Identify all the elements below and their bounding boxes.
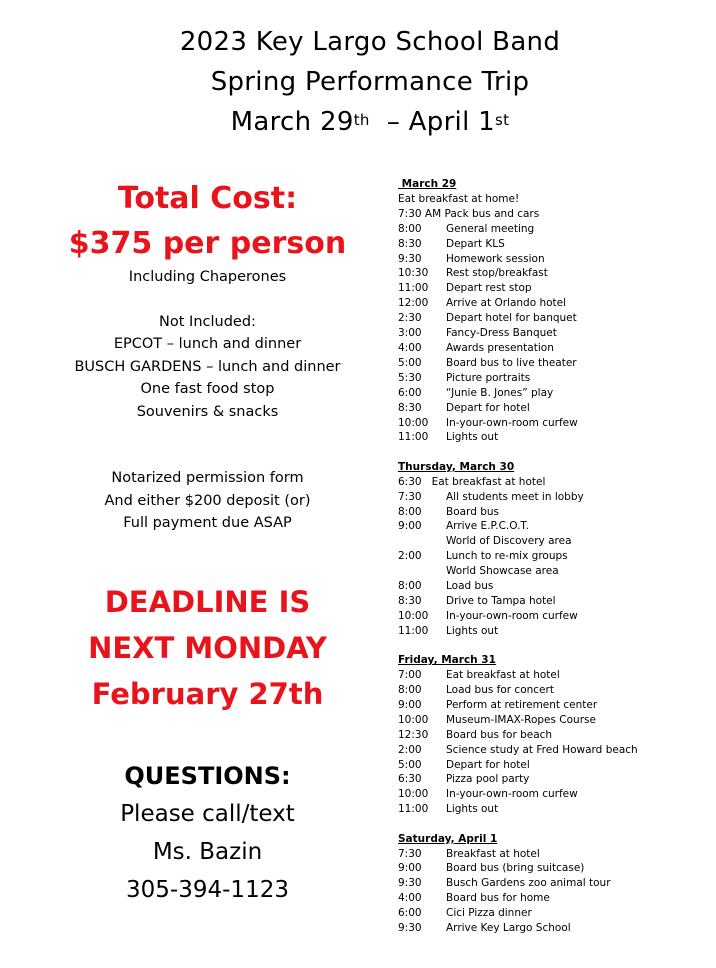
schedule-time: 5:00 [398,758,422,771]
schedule-time: 4:00 [398,341,422,354]
schedule-activity: “Junie B. Jones” play [446,386,554,399]
day-heading: Friday, March 31 [398,654,496,667]
schedule-activity: Cici Pizza dinner [446,907,532,920]
day-heading: Thursday, March 30 [398,460,515,473]
schedule-time: 8:00 [398,505,422,518]
schedule-activity: Board bus to live theater [446,356,577,369]
schedule-row [398,519,713,534]
schedule-time: 4:00 [398,892,422,905]
start-date-suffix: th [353,111,370,129]
not-included-item: EPCOT – lunch and dinner [113,336,302,352]
page-header [0,22,716,142]
schedule-time: 9:30 [398,877,422,890]
schedule-activity: Load bus for concert [446,684,554,696]
schedule-row [398,341,713,356]
header-title: 2023 Key Largo School Band [179,27,561,57]
schedule-time: 3:00 [398,327,422,340]
schedule-row [398,237,713,252]
schedule-row [398,728,713,743]
schedule-time: 6:00 [398,907,422,920]
schedule-time: 11:00 [398,624,429,637]
schedule-row [398,326,713,341]
schedule-row [398,579,713,594]
schedule-time: 8:30 [398,237,422,250]
schedule-row [398,222,713,237]
schedule-activity: Picture portraits [446,371,531,384]
contact-phone: 305-394-1123 [126,876,289,903]
schedule-time: 6:30 Eat breakfast at hotel [398,475,546,488]
schedule-row [398,787,713,802]
day-spacer [398,445,713,460]
schedule-activity: World Showcase area [446,565,559,578]
schedule-time: 11:00 [398,282,429,295]
schedule-activity: Eat breakfast at hotel [446,669,560,682]
deadline-line: February 27th [91,676,324,711]
schedule-row [398,772,713,787]
end-date: – April 1 [369,107,496,137]
schedule-row [398,624,713,639]
schedule-row [398,371,713,386]
deadline-line: DEADLINE IS [104,584,311,619]
total-cost-amount: $375 per person [68,226,347,261]
schedule-time: 7:30 AM Pack bus and cars [398,207,540,220]
day-heading: March 29 [398,178,457,190]
schedule-row [398,713,713,728]
total-cost-title: Total Cost: [117,181,298,216]
schedule-time: 7:30 [398,847,422,860]
including-note: Including Chaperones [128,269,287,285]
schedule-time [398,534,446,549]
not-included-title: Not Included: [159,313,256,330]
schedule-row [398,401,713,416]
schedule-activity: Arrive at Orlando hotel [446,297,567,310]
schedule-activity: Arrive Key Largo School [446,922,571,935]
schedule-time: 8:00 [398,580,422,593]
schedule-activity: Depart for hotel [446,401,530,414]
schedule-row [398,668,713,683]
schedule-row [398,252,713,267]
schedule-row [398,386,713,401]
schedule-time: 8:30 [398,594,422,607]
schedule-activity: In-your-own-room curfew [446,416,578,429]
schedule-activity: Board bus for beach [446,728,553,741]
schedule-row [398,698,713,713]
schedule-activity: Homework session [446,252,545,265]
schedule-activity: Busch Gardens zoo animal tour [446,877,611,890]
schedule-activity: Rest stop/breakfast [446,267,548,280]
schedule-time: 11:00 [398,431,429,444]
schedule-row [398,416,713,431]
schedule-activity: Fancy-Dress Banquet [446,327,557,340]
schedule-time: 6:30 [398,773,422,786]
schedule-row [398,475,713,490]
schedule-time: 10:00 [398,788,429,801]
deadline-line: NEXT MONDAY [88,630,327,665]
schedule-time: 7:00 [398,669,422,682]
schedule-row [398,609,713,624]
schedule-activity: Arrive E.P.C.O.T. [446,520,529,533]
schedule-time: 11:00 [398,803,429,816]
requirement-line: And either $200 deposit (or) [104,492,311,509]
not-included-item: One fast food stop [140,381,275,397]
not-included-item: BUSCH GARDENS – lunch and dinner [74,358,341,375]
schedule-time: Eat breakfast at home! [398,192,520,205]
schedule-time: 9:00 [398,520,422,533]
schedule-row [398,207,713,222]
schedule-row [398,505,713,520]
schedule-time: 9:00 [398,698,422,711]
schedule-activity: Pizza pool party [446,773,530,786]
schedule-row [398,430,713,445]
schedule-row [398,861,713,876]
schedule-time: 12:30 [398,728,429,741]
schedule-row [398,743,713,758]
schedule-activity: In-your-own-room curfew [446,788,578,801]
end-date-suffix: st [495,111,510,129]
schedule-activity: Load bus [446,580,494,593]
schedule-time: 6:00 [398,386,422,399]
schedule-activity: Depart hotel for banquet [446,312,577,325]
schedule-row [398,311,713,326]
day-spacer [398,817,713,832]
schedule-time: 8:00 [398,222,422,235]
schedule-activity: In-your-own-room curfew [446,609,578,622]
schedule-activity: Drive to Tampa hotel [446,594,556,607]
schedule-time: 8:00 [398,684,422,696]
schedule-row [398,534,713,549]
requirement-line: Notarized permission form [111,470,304,486]
schedule-row [398,192,713,207]
questions-line: Please call/text [120,800,295,827]
schedule-activity: Lunch to re-mix groups [446,550,568,563]
schedule-time: 9:30 [398,922,422,935]
not-included-item: Souvenirs & snacks [136,403,279,420]
schedule-row [398,758,713,773]
schedule-row [398,891,713,906]
schedule-row [398,921,713,936]
schedule-activity: All students meet in lobby [446,490,584,503]
requirement-line: Full payment due ASAP [123,515,292,531]
schedule-time: 9:30 [398,252,422,265]
schedule-activity: Board bus for home [446,892,550,905]
schedule-time: 8:30 [398,401,422,414]
schedule-row [398,564,713,579]
contact-name: Ms. Bazin [152,838,263,865]
schedule-activity: Lights out [446,624,499,637]
schedule-activity: Depart for hotel [446,758,530,771]
schedule-activity: Museum-IMAX-Ropes Course [446,713,596,726]
schedule-row [398,356,713,371]
schedule-time [398,564,446,579]
schedule-row [398,802,713,817]
schedule-activity: World of Discovery area [446,535,572,548]
header-dates [0,102,716,142]
schedule-time: 10:00 [398,609,429,622]
schedule-row [398,876,713,891]
info-column [40,176,375,909]
schedule-time: 12:00 [398,297,429,310]
schedule-activity: Awards presentation [446,341,554,354]
schedule-activity: Board bus (bring suitcase) [446,862,585,875]
schedule-activity: Board bus [446,505,499,518]
schedule-activity: Depart rest stop [446,282,532,295]
questions-title: QUESTIONS: [124,761,291,790]
schedule-row [398,296,713,311]
schedule-row [398,906,713,921]
schedule-activity: Breakfast at hotel [446,847,540,860]
schedule-time: 5:00 [398,356,422,369]
itinerary-schedule [398,177,713,936]
schedule-row [398,490,713,505]
schedule-time: 5:30 [398,371,422,384]
schedule-time: 10:30 [398,267,429,280]
schedule-time: 7:30 [398,490,422,503]
schedule-time: 10:00 [398,416,429,429]
schedule-time: 9:00 [398,862,422,875]
schedule-time: 2:00 [398,743,422,756]
schedule-time: 2:30 [398,312,422,325]
schedule-activity: General meeting [446,222,535,235]
schedule-activity: Science study at Fred Howard beach [446,743,638,756]
schedule-row [398,281,713,296]
schedule-row [398,683,713,698]
start-date: March 29 [230,107,354,137]
schedule-row [398,594,713,609]
schedule-row [398,266,713,281]
schedule-time: 10:00 [398,713,429,726]
schedule-time: 2:00 [398,550,422,563]
schedule-activity: Lights out [446,431,499,444]
schedule-row [398,847,713,862]
schedule-row [398,549,713,564]
schedule-activity: Lights out [446,803,499,816]
schedule-activity: Depart KLS [446,237,505,250]
schedule-activity: Perform at retirement center [446,698,598,711]
day-spacer [398,639,713,654]
header-subtitle: Spring Performance Trip [210,67,530,97]
day-heading: Saturday, April 1 [398,832,498,845]
